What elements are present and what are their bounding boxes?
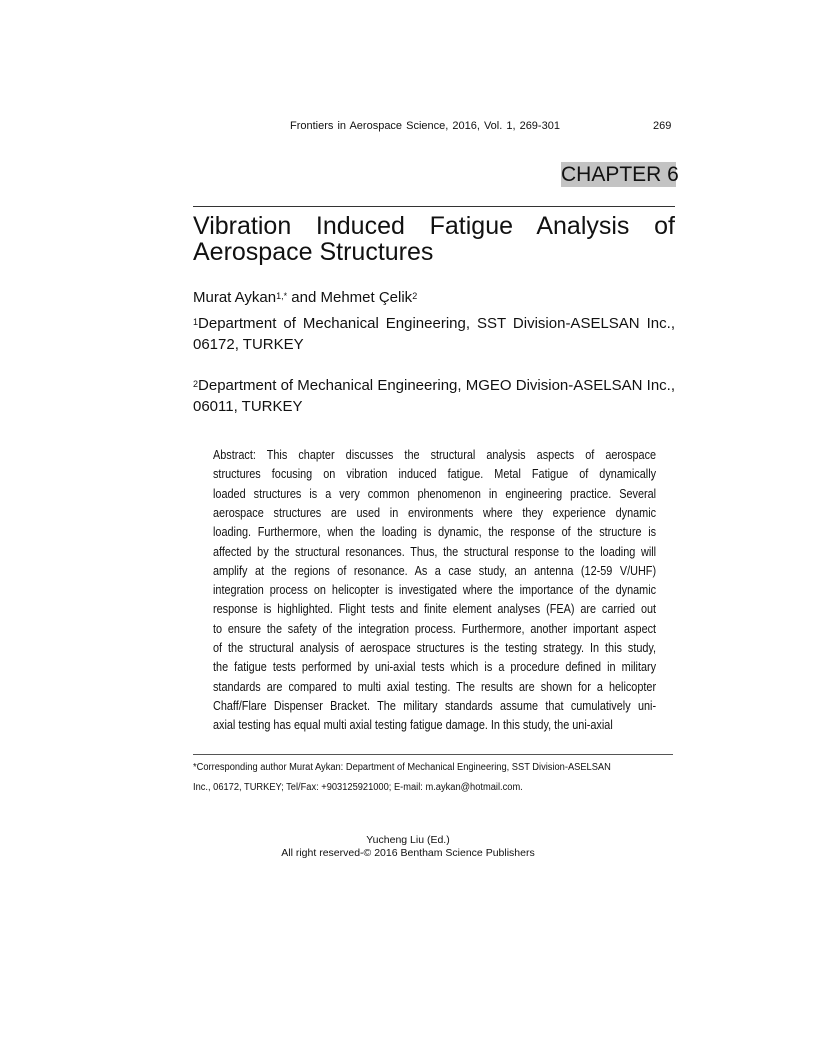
title-line-2: Aerospace Structures xyxy=(193,238,434,266)
running-head: Frontiers in Aerospace Science, 2016, Vol. 1, 269-301 xyxy=(290,120,560,132)
abstract-line: integration process on helicopter is investigated where the importance of the dynamic xyxy=(213,582,657,598)
footnote-line-2: Inc., 06172, TURKEY; Tel/Fax: +903125921000; E-mail: m.aykan@hotmail.com. xyxy=(193,782,523,793)
abstract-line: Chaff/Flare Dispenser Bracket. The military standards assume that cumulatively uni- xyxy=(213,697,657,713)
affiliation-1-line-2: 06172, TURKEY xyxy=(193,336,304,353)
abstract-line: loaded structures is a very common phenomenon in engineering practice. Several xyxy=(213,485,657,501)
abstract-line: standards are compared to multi axial testing. The results are shown for a helicopter xyxy=(213,678,657,694)
title-rule xyxy=(193,206,675,207)
abstract-line: loading. Furthermore, when the loading is dynamic, the response of the structure is xyxy=(213,524,657,540)
footer-copyright: All right reserved-© 2016 Bentham Science Publishers xyxy=(281,847,535,859)
abstract-line: axial testing has equal multi axial testing fatigue damage. In this study, the uni-axial xyxy=(213,717,613,733)
affiliation-1-line-1 xyxy=(193,314,675,334)
affiliation-2-text: Department of Mechanical Engineering, MGEO Division-ASELSAN Inc., xyxy=(198,377,675,394)
chapter-label: CHAPTER 6 xyxy=(561,163,679,186)
abstract-line: Abstract: This chapter discusses the structural analysis aspects of aerospace xyxy=(213,447,657,462)
author-2: and Mehmet Çelik xyxy=(287,289,413,306)
abstract-line: amplify at the regions of resonance. As a case study, an antenna (12-59 V/UHF) xyxy=(213,562,657,578)
abstract-line: of the structural analysis of aerospace structures is the testing strategy. In this study, xyxy=(213,640,657,655)
abstract-line: to ensure the safety of the integration process. Furthermore, another important aspect xyxy=(213,620,657,636)
author-1: Murat Aykan xyxy=(193,289,277,306)
author-2-sup: 2 xyxy=(412,291,418,301)
title-line-1: Vibration Induced Fatigue Analysis of xyxy=(193,212,675,240)
abstract-line: structures focusing on vibration induced fatigue. Metal Fatigue of dynamically xyxy=(213,466,657,482)
affiliation-2-line-2: 06011, TURKEY xyxy=(193,398,303,415)
footnote-line-1: *Corresponding author Murat Aykan: Department of Mechanical Engineering, SST Division-ASELSAN xyxy=(193,762,611,773)
affiliation-2-line-1 xyxy=(193,376,675,396)
authors xyxy=(193,288,675,308)
abstract-line: response is highlighted. Flight tests and finite element analyses (FEA) are carried out xyxy=(213,601,657,617)
footnote-rule xyxy=(193,754,673,755)
author-1-sup: 1,* xyxy=(276,291,288,301)
abstract-line: aerospace structures are used in environments where they experience dynamic xyxy=(213,504,657,520)
affiliation-2-sup: 2 xyxy=(193,379,199,389)
abstract-line: affected by the structural resonances. Thus, the structural response to the loading will xyxy=(213,543,657,559)
footer-editor: Yucheng Liu (Ed.) xyxy=(366,834,450,846)
page-number: 269 xyxy=(653,120,672,132)
affiliation-1-sup: 1 xyxy=(193,317,199,327)
affiliation-1-text: Department of Mechanical Engineering, SST Division-ASELSAN Inc., xyxy=(198,315,675,332)
abstract-line: the fatigue tests performed by uni-axial tests which is a procedure defined in military xyxy=(213,659,657,675)
